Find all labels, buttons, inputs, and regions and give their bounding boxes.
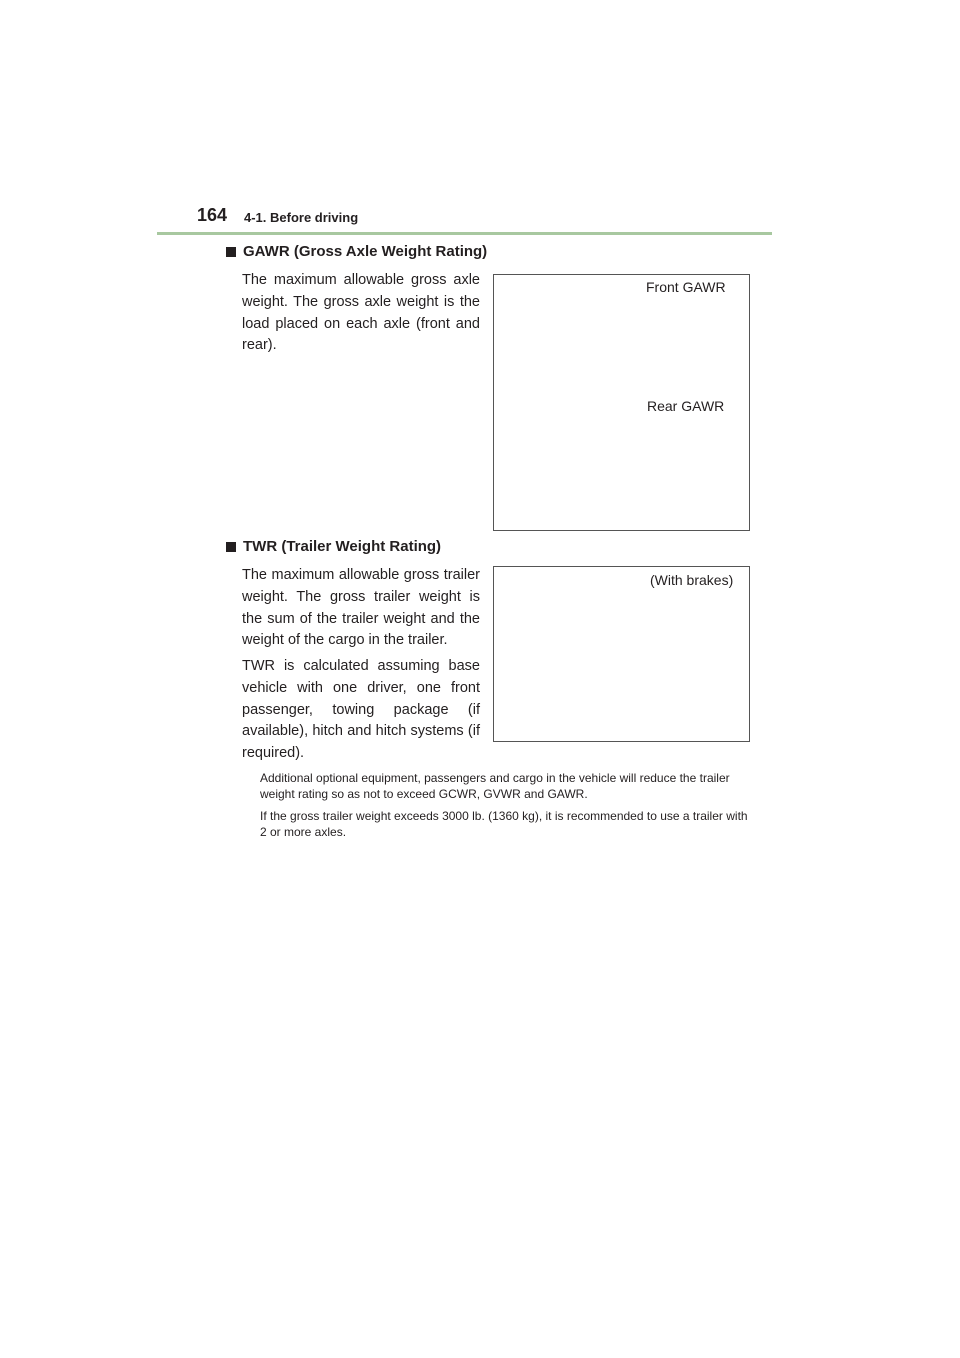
square-bullet-icon — [226, 247, 236, 257]
page-number: 164 — [197, 205, 228, 225]
square-bullet-icon — [226, 542, 236, 552]
gawr-figure — [493, 274, 750, 531]
trailer-weight-note: Additional optional equipment, passengers and cargo in the vehicle will reduce the trailer weight rating so as not to exceed GCWR, GVWR and GAWR. — [260, 771, 730, 801]
rear-gawr-label: Rear GAWR — [647, 398, 725, 414]
page-header — [197, 205, 767, 235]
gawr-heading — [226, 243, 487, 260]
header-divider — [157, 232, 772, 235]
twr-description: The maximum allowable gross trailer weight. The gross trailer weight is the sum of the trailer weight and the weight of the cargo in the trailer. — [242, 567, 480, 649]
section-title: 4-1. Before driving — [244, 210, 359, 225]
multi-axle-note: If the gross trailer weight exceeds 3000 lb. (1360 kg), it is recommended to use a trailer with 2 or more axles. — [260, 809, 748, 839]
front-gawr-label: Front GAWR — [646, 279, 726, 295]
with-brakes-label: (With brakes) — [650, 572, 734, 588]
gawr-heading-text: GAWR (Gross Axle Weight Rating) — [243, 243, 488, 260]
twr-heading — [226, 538, 441, 555]
twr-figure — [493, 566, 750, 742]
gawr-description: The maximum allowable gross axle weight. The gross axle weight is the load placed on each axle (front and rear). — [242, 272, 480, 354]
twr-heading-text: TWR (Trailer Weight Rating) — [243, 538, 442, 555]
twr-calculation: TWR is calculated assuming base vehicle with one driver, one front passenger, towing package (if available), hitch and hitch systems (if required). — [242, 658, 480, 762]
